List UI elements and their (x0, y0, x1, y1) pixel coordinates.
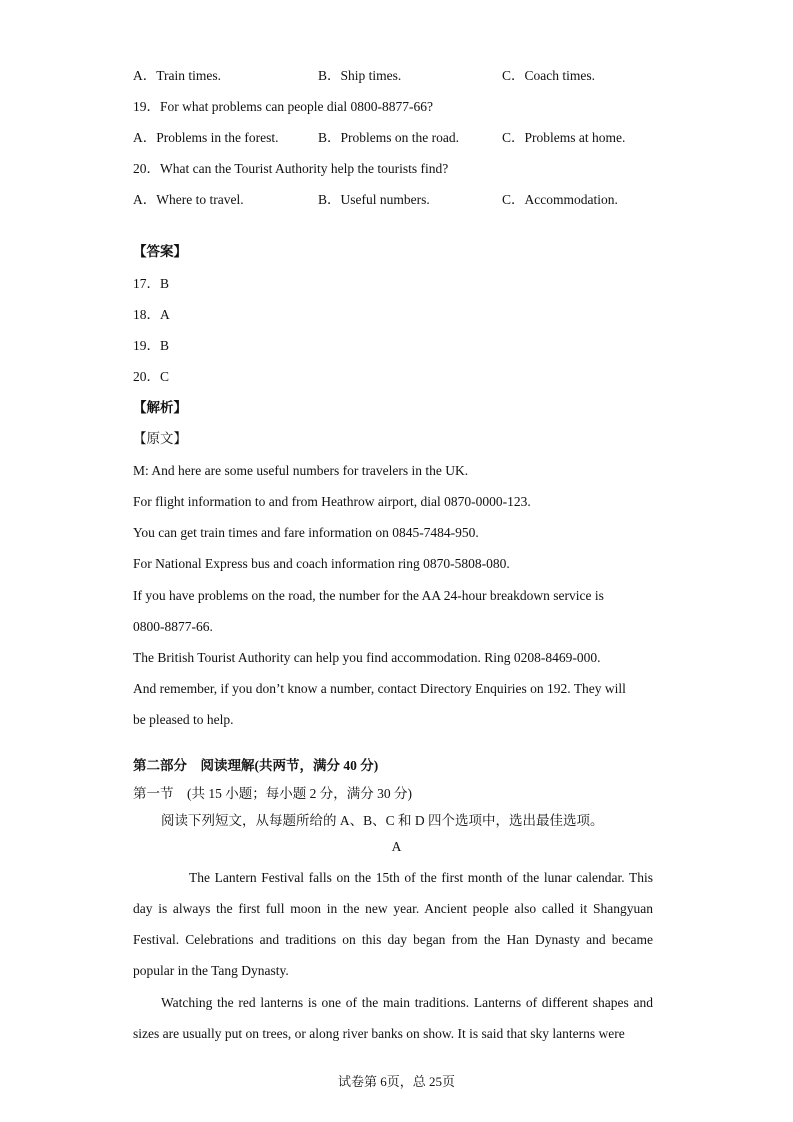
passage-label: A (391, 839, 402, 854)
q18-option-b: B．Ship times. (318, 68, 402, 83)
q19-option-c: C．Problems at home. (502, 130, 626, 145)
q20-option-b: B．Useful numbers. (318, 192, 430, 207)
q20-stem: 20．What can the Tourist Authority help the tourists find? (133, 161, 449, 176)
transcript-line: If you have problems on the road, the number for the AA 24-hour breakdown service is (133, 588, 604, 603)
q20-option-c: C．Accommodation. (502, 192, 618, 207)
transcript-line: be pleased to help. (133, 712, 234, 727)
passage-paragraph-2: Watching the red lanterns is one of the main traditions. Lanterns of different shapes and sizes are usually put on trees, or along river banks on show. It is said that sky lanterns were (133, 995, 653, 1041)
reading-instruction: 阅读下列短文，从每题所给的 A、B、C 和 D 四个选项中，选出最佳选项。 (161, 813, 604, 828)
q18-option-a: A．Train times. (133, 68, 222, 83)
q20-option-a: A．Where to travel. (133, 192, 244, 207)
transcript-line: For National Express bus and coach information ring 0870-5808-080. (133, 556, 510, 571)
transcript-line: For flight information to and from Heathrow airport, dial 0870-0000-123. (133, 494, 531, 509)
transcript-line: 0800-8877-66. (133, 619, 213, 634)
answer-17: 17．B (133, 276, 170, 291)
answer-20: 20．C (133, 369, 170, 384)
analysis-heading: 【解析】 (133, 400, 187, 415)
q19-option-a: A．Problems in the forest. (133, 130, 279, 145)
q19-option-b: B．Problems on the road. (318, 130, 459, 145)
part2-heading: 第二部分 阅读理解(共两节，满分 40 分) (133, 758, 379, 773)
page-footer: 试卷第 6页，总 25页 (337, 1074, 455, 1089)
transcript-line: M: And here are some useful numbers for travelers in the UK. (133, 463, 469, 478)
transcript-line: And remember, if you don’t know a number, contact Directory Enquiries on 192. They will (133, 681, 626, 696)
answer-18: 18．A (133, 307, 170, 322)
answer-heading: 【答案】 (133, 244, 187, 259)
q19-stem: 19．For what problems can people dial 0800-8877-66? (133, 99, 433, 114)
transcript-line: You can get train times and fare information on 0845-7484-950. (133, 525, 479, 540)
section1-heading: 第一节 (共 15 小题；每小题 2 分，满分 30 分) (133, 786, 412, 801)
q18-option-c: C．Coach times. (502, 68, 595, 83)
transcript-line: The British Tourist Authority can help you find accommodation. Ring 0208-8469-000. (133, 650, 601, 665)
answer-19: 19．B (133, 338, 170, 353)
original-heading: 【原文】 (133, 431, 187, 446)
passage-paragraph-1: The Lantern Festival falls on the 15th of the first month of the lunar calendar. This day is always the first full moon in the new year. Ancient people also called it Shangyuan Festival. Celebrations and traditions on this day began from the Han Dynasty and became popular in the Tang Dynasty. (133, 870, 653, 978)
